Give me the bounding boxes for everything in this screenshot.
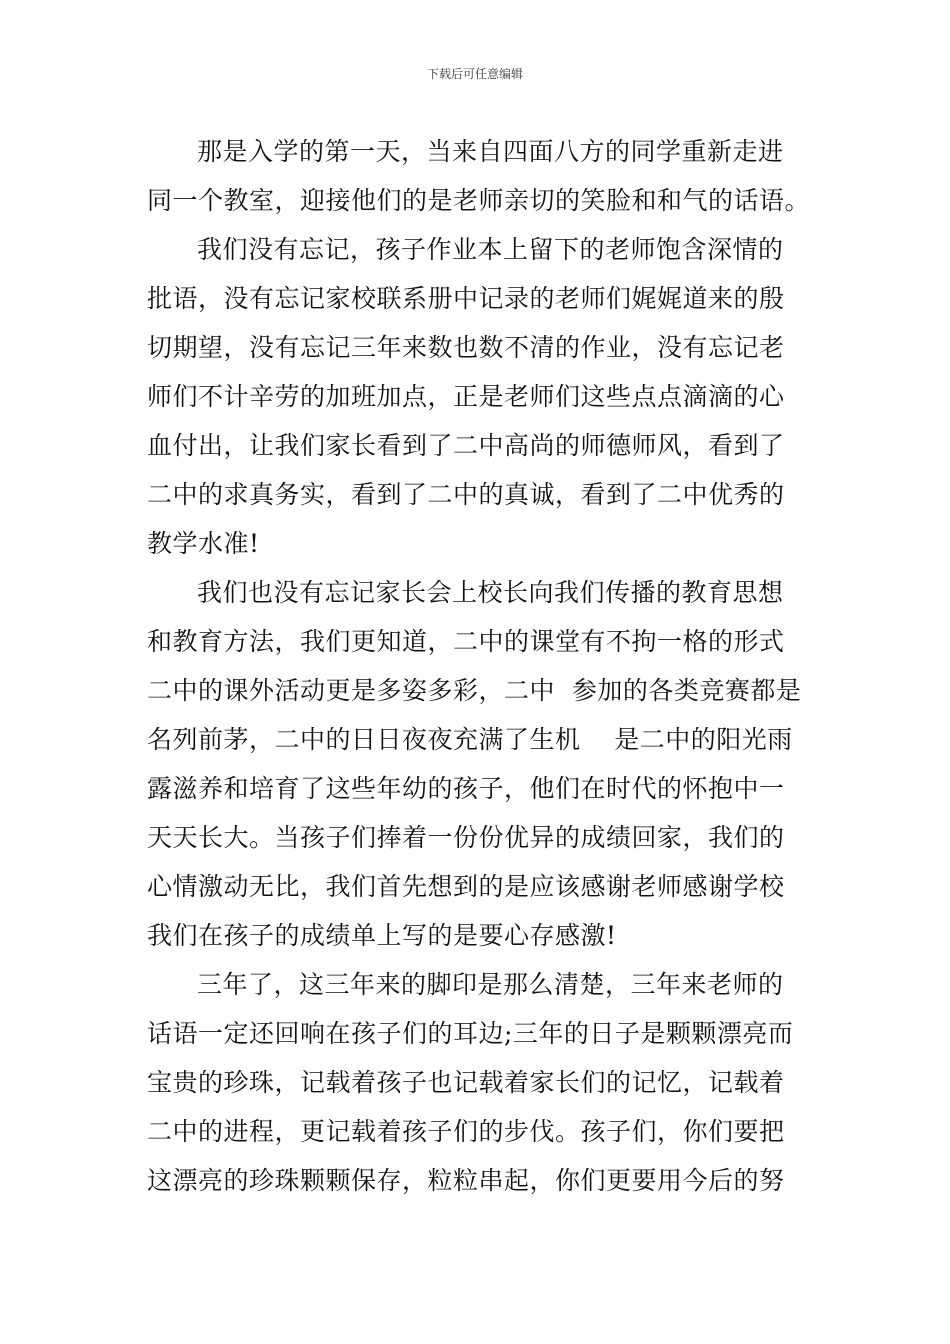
text-line: 宝贵的珍珠，记载着孩子也记载着家长们的记忆，记载着: [147, 1068, 785, 1097]
text-line: 那是入学的第一天，当来自四面八方的同学重新走进: [197, 137, 784, 166]
text-line: 名列前茅，二中的日日夜夜充满了生机 是二中的阳光雨: [147, 725, 793, 754]
paragraph: [147, 960, 807, 1205]
text-line: 心情激动无比，我们首先想到的是应该感谢老师感谢学校: [147, 872, 785, 901]
text-line: 批语，没有忘记家校联系册中记录的老师们娓娓道来的殷: [147, 284, 785, 313]
text-line: 我们也没有忘记家长会上校长向我们传播的教育思想: [197, 578, 784, 607]
text-line: 切期望，没有忘记三年来数也数不清的作业，没有忘记老: [147, 333, 785, 362]
text-line: 露滋养和培育了这些年幼的孩子，他们在时代的怀抱中一: [147, 774, 785, 803]
document-body: [147, 127, 811, 1205]
text-line: 教学水准!: [147, 529, 260, 558]
paragraph: [147, 225, 807, 568]
text-line: 话语一定还回响在孩子们的耳边;三年的日子是颗颗漂亮而: [147, 1019, 794, 1048]
paragraph: [147, 127, 811, 225]
text-line: 天天长大。当孩子们捧着一份份优异的成绩回家，我们的: [147, 823, 785, 852]
text-line: 我们没有忘记，孩子作业本上留下的老师饱含深情的: [197, 235, 784, 264]
paragraph: [147, 568, 807, 960]
text-line: 师们不计辛劳的加班加点，正是老师们这些点点滴滴的心: [147, 382, 785, 411]
text-line: 三年了，这三年来的脚印是那么清楚，三年来老师的: [197, 970, 784, 999]
text-line: 我们在孩子的成绩单上写的是要心存感激!: [147, 921, 617, 950]
page-header: 下载后可任意编辑: [426, 67, 523, 81]
text-line: 血付出，让我们家长看到了二中高尚的师德师风，看到了: [147, 431, 785, 460]
text-line: 二中的进程，更记载着孩子们的步伐。孩子们，你们要把: [147, 1117, 785, 1146]
text-line: 二中的课外活动更是多姿多彩，二中 参加的各类竞赛都是: [147, 676, 802, 705]
text-line: 和教育方法，我们更知道，二中的课堂有不拘一格的形式: [147, 627, 785, 656]
text-line: 同一个教室，迎接他们的是老师亲切的笑脸和和气的话语。: [147, 186, 811, 215]
text-line: 这漂亮的珍珠颗颗保存，粒粒串起，你们更要用今后的努: [147, 1166, 785, 1195]
text-line: 二中的求真务实，看到了二中的真诚，看到了二中优秀的: [147, 480, 785, 509]
